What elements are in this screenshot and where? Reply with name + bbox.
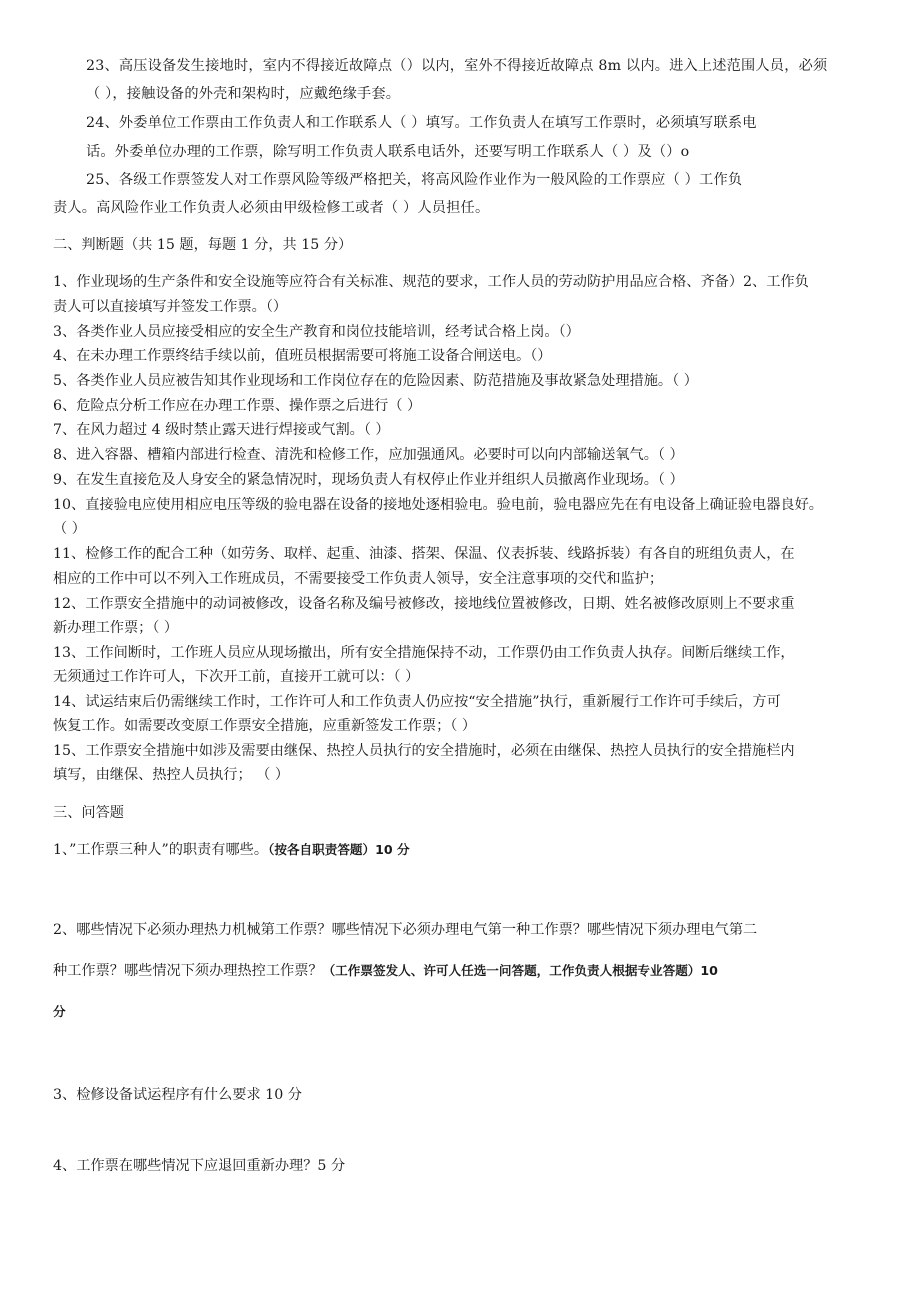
qa-question-2-line-3: 分 — [53, 1004, 66, 1019]
judgment-line: 9、在发生直接危及人身安全的紧急情况时，现场负责人有权停止作业并组织人员撤离作业现场。（ ） — [53, 472, 684, 488]
qa-question-1-note: （按各自职责答题）10 分 — [268, 842, 410, 857]
qa-question-2-line-1: 2、哪些情况下必须办理热力机械第工作票？哪些情况下必须办理电气第一种工作票？哪些情况下须办理电气第二 — [53, 922, 758, 938]
judgment-line: 相应的工作中可以不列入工作班成员，不需要接受工作负责人领导，安全注意事项的交代和监护； — [53, 571, 664, 587]
judgment-line: 6、危险点分析工作应在办理工作票、操作票之后进行（ ） — [53, 398, 422, 414]
judgment-line: 15、工作票安全措施中如涉及需要由继保、热控人员执行的安全措施时，必须在由继保、热控人员执行的安全措施栏内 — [53, 743, 795, 759]
judgment-line: 新办理工作票；（ ） — [53, 620, 179, 636]
judgment-line: 13、工作间断时，工作班人员应从现场撤出，所有安全措施保持不动，工作票仍由工作负责人执存。间断后继续工作， — [53, 645, 795, 661]
judgment-line: 无须通过工作许可人，下次开工前，直接开工就可以：（ ） — [53, 669, 420, 685]
q23-line-2: （ ），接触设备的外壳和架构时，应戴绝缘手套。 — [86, 86, 401, 102]
qa-question-2-line-2 — [53, 961, 718, 981]
qa-heading: 三、问答题 — [53, 805, 124, 821]
qa-question-2-text: 种工作票？哪些情况下须办理热控工作票？ — [53, 963, 323, 979]
judgment-line: 4、在未办理工作票终结手续以前，值班员根据需要可将施工设备合闸送电。（） — [53, 348, 552, 364]
q25-line-2: 责人。高风险作业工作负责人必须由甲级检修工或者（ ）人员担任。 — [53, 200, 490, 216]
judgment-line: 1、作业现场的生产条件和安全设施等应符合有关标准、规范的要求，工作人员的劳动防护用品应合格、齐备）2、工作负 — [53, 274, 809, 290]
q23-line-1: 23、高压设备发生接地时，室内不得接近故障点（）以内，室外不得接近故障点 8m 以内。进入上述范围人员，必须 — [86, 58, 828, 74]
judgment-line: 10、直接验电应使用相应电压等级的验电器在设备的接地处逐相验电。验电前，验电器应先在有电设备上确证验电器良好。 — [53, 497, 823, 513]
judgment-line: 5、各类作业人员应被告知其作业现场和工作岗位存在的危险因素、防范措施及事故紧急处理措施。（ ） — [53, 373, 698, 389]
judgment-line: 14、试运结束后仍需继续工作时，工作许可人和工作负责人仍应按“安全措施”执行，重新履行工作许可手续后，方可 — [53, 694, 781, 710]
q24-line-1: 24、外委单位工作票由工作负责人和工作联系人（ ）填写。工作负责人在填写工作票时，必须填写联系电 — [86, 115, 757, 131]
judgment-line: 11、检修工作的配合工种（如劳务、取样、起重、油漆、搭架、保温、仪表拆装、线路拆装）有各自的班组负责人，在 — [53, 546, 795, 562]
judgment-line: （ ） — [53, 521, 86, 537]
judgment-line: 恢复工作。如需要改变原工作票安全措施，应重新签发工作票；（ ） — [53, 718, 477, 734]
q24-line-2: 话。外委单位办理的工作票，除写明工作负责人联系电话外，还要写明工作联系人（ ）及（）o — [86, 144, 690, 160]
judgment-line: 3、各类作业人员应接受相应的安全生产教育和岗位技能培训，经考试合格上岗。（） — [53, 324, 580, 340]
judgment-heading: 二、判断题（共 15 题，每题 1 分，共 15 分） — [53, 237, 353, 253]
judgment-line: 7、在风力超过 4 级时禁止露天进行焊接或气割。（ ） — [53, 422, 390, 438]
qa-question-1 — [53, 840, 410, 860]
judgment-line: 责人可以直接填写并签发工作票。（） — [53, 299, 288, 315]
qa-question-3: 3、检修设备试运程序有什么要求 10 分 — [53, 1087, 302, 1103]
qa-question-4: 4、工作票在哪些情况下应退回重新办理？5 分 — [53, 1158, 346, 1174]
judgment-line: 12、工作票安全措施中的动词被修改，设备名称及编号被修改，接地线位置被修改，日期、姓名被修改原则上不要求重 — [53, 596, 795, 612]
judgment-line: 8、进入容器、槽箱内部进行检查、清洗和检修工作，应加强通风。必要时可以向内部输送氧气。（ ） — [53, 447, 684, 463]
judgment-line: 填写，由继保、热控人员执行； （ ） — [53, 767, 290, 783]
qa-question-2-note: （工作票签发人、许可人任选一问答题，工作负责人根据专业答题）10 — [322, 963, 718, 978]
q25-line-1: 25、各级工作票签发人对工作票风险等级严格把关，将高风险作业作为一般风险的工作票应（ ）工作负 — [86, 172, 743, 188]
qa-question-1-text: 1、”工作票三种人”的职责有哪些。 — [53, 842, 269, 858]
